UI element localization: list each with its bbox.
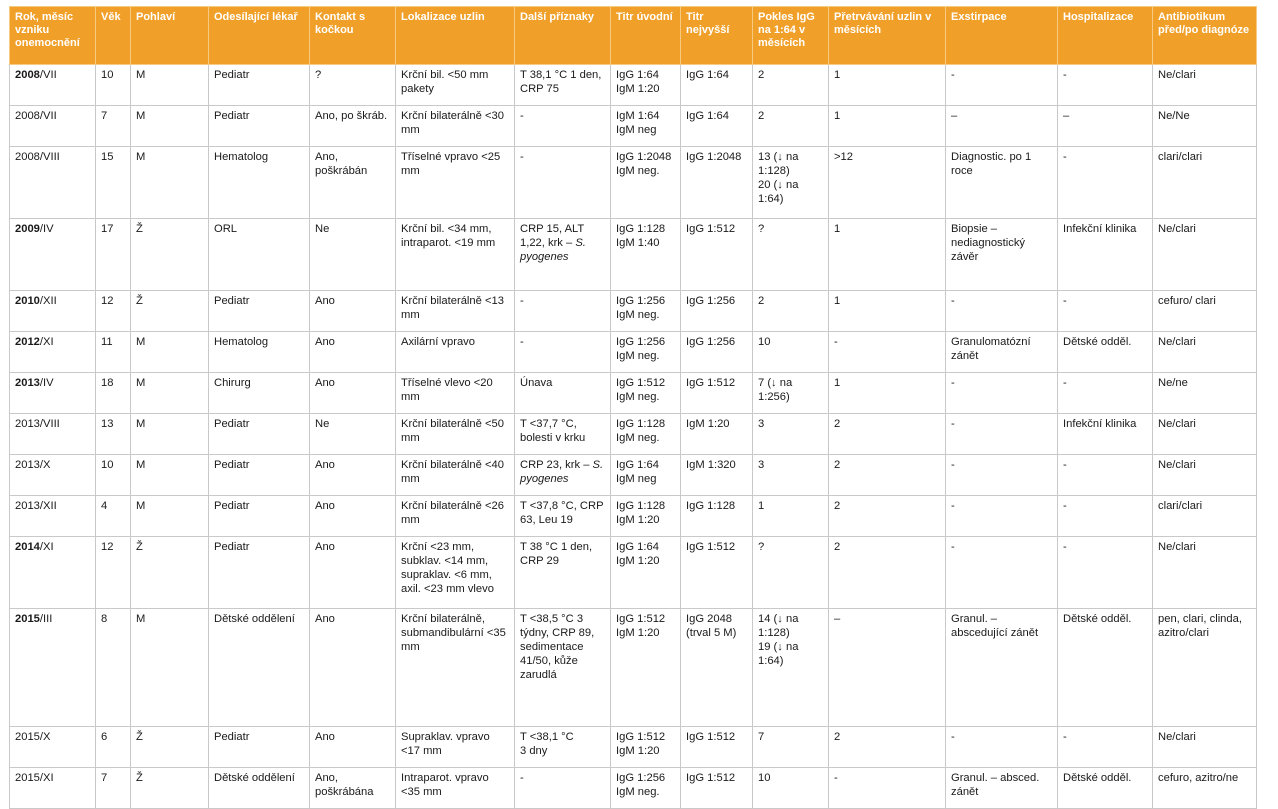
header-igg-drop: Pokles IgG na 1:64 v měsících <box>753 7 829 65</box>
symptoms-text: - <box>520 110 524 122</box>
cell-cat-contact: Ano, poškrábána <box>310 768 396 809</box>
cell-lymph-location: Krční bilaterálně <50 mm <box>396 414 515 455</box>
cell-symptoms <box>515 291 611 332</box>
cell-age: 8 <box>96 609 131 727</box>
cell-hospitalization: Infekční klinika <box>1058 219 1153 291</box>
table-row <box>10 291 1257 332</box>
cell-persistence: - <box>829 768 946 809</box>
cell-antibiotic: pen, clari, clinda, azitro/clari <box>1153 609 1257 727</box>
cell-doctor: ORL <box>209 219 310 291</box>
cell-hospitalization: - <box>1058 65 1153 106</box>
cell-igg-drop: ? <box>753 537 829 609</box>
cell-lymph-location: Tříselné vlevo <20 mm <box>396 373 515 414</box>
cell-month: /X <box>39 731 51 743</box>
cell-titer-max: IgG 1:2048 <box>681 147 753 219</box>
header-year: Rok, měsíc vzniku onemocnění <box>10 7 96 65</box>
symptoms-text: Únava <box>520 377 553 389</box>
table-row <box>10 455 1257 496</box>
cell-sex: M <box>131 609 209 727</box>
cell-year: 2013 <box>15 459 40 471</box>
cell-doctor: Dětské oddělení <box>209 768 310 809</box>
symptoms-text: - <box>520 295 524 307</box>
cell-igg-drop: 7 <box>753 727 829 768</box>
cell-igg-drop: 2 <box>753 291 829 332</box>
cell-age: 7 <box>96 768 131 809</box>
cell-cat-contact: Ano, poškrábán <box>310 147 396 219</box>
cell-year-month <box>10 727 96 768</box>
header-lymph-location: Lokalizace uzlin <box>396 7 515 65</box>
cell-titer-max: IgG 2048 (trval 5 M) <box>681 609 753 727</box>
symptoms-text: T <37,7 °C, bolesti v krku <box>520 418 586 444</box>
cell-exstirpation: Granulomatózní zánět <box>946 332 1058 373</box>
table-header-row <box>10 7 1257 65</box>
cell-month: /IV <box>39 377 54 389</box>
cell-doctor: Dětské oddělení <box>209 609 310 727</box>
symptoms-text: T <38,5 °C 3 týdny, CRP 89, sedimentace 41/50, kůže zarudlá <box>520 613 595 681</box>
cell-exstirpation: Granul. – absced. zánět <box>946 768 1058 809</box>
cell-age: 11 <box>96 332 131 373</box>
cell-lymph-location: Krční bilaterálně <13 mm <box>396 291 515 332</box>
cell-persistence: >12 <box>829 147 946 219</box>
symptoms-text: T <38,1 °C 3 dny <box>520 731 574 757</box>
cell-month: /XII <box>39 500 57 512</box>
cell-doctor: Pediatr <box>209 106 310 147</box>
cell-antibiotic: Ne/clari <box>1153 727 1257 768</box>
cell-titer-max: IgG 1:64 <box>681 65 753 106</box>
symptoms-text: T <37,8 °C, CRP 63, Leu 19 <box>520 500 604 526</box>
symptoms-text: T 38 °C 1 den, CRP 29 <box>520 541 593 567</box>
header-cat-contact: Kontakt s kočkou <box>310 7 396 65</box>
cell-titer-max: IgM 1:320 <box>681 455 753 496</box>
table-row <box>10 332 1257 373</box>
cell-age: 12 <box>96 291 131 332</box>
header-exstirpation: Exstirpace <box>946 7 1058 65</box>
cell-hospitalization: - <box>1058 727 1153 768</box>
header-doctor: Odesílající lékař <box>209 7 310 65</box>
cell-year-month <box>10 496 96 537</box>
cell-doctor: Pediatr <box>209 455 310 496</box>
cell-year-month <box>10 65 96 106</box>
cell-sex: Ž <box>131 727 209 768</box>
symptoms-organism: S. pyogenes <box>520 459 604 485</box>
cell-year: 2008 <box>15 110 40 122</box>
cell-year-month <box>10 768 96 809</box>
cell-igg-drop: 10 <box>753 332 829 373</box>
cell-hospitalization: - <box>1058 537 1153 609</box>
cell-month: /XI <box>39 336 54 348</box>
cell-age: 7 <box>96 106 131 147</box>
cell-lymph-location: Krční bilaterálně <30 mm <box>396 106 515 147</box>
cell-titer-max: IgG 1:512 <box>681 768 753 809</box>
cell-doctor: Hematolog <box>209 332 310 373</box>
cell-titer-initial: IgG 1:2048 IgM neg. <box>611 147 681 219</box>
header-age: Věk <box>96 7 131 65</box>
cell-titer-initial: IgG 1:128 IgM 1:40 <box>611 219 681 291</box>
cell-sex: M <box>131 414 209 455</box>
cell-symptoms <box>515 65 611 106</box>
symptoms-text: - <box>520 151 524 163</box>
symptoms-organism: S. pyogenes <box>520 237 586 263</box>
cell-titer-initial: IgG 1:64 IgM 1:20 <box>611 537 681 609</box>
cell-antibiotic: Ne/clari <box>1153 455 1257 496</box>
cell-persistence: 1 <box>829 65 946 106</box>
table-row <box>10 727 1257 768</box>
symptoms-text: T 38,1 °C 1 den, CRP 75 <box>520 69 602 95</box>
cell-doctor: Pediatr <box>209 727 310 768</box>
cell-sex: Ž <box>131 537 209 609</box>
cell-antibiotic: Ne/clari <box>1153 332 1257 373</box>
cell-year: 2013 <box>15 377 40 389</box>
cell-igg-drop: 14 (↓ na 1:128) 19 (↓ na 1:64) <box>753 609 829 727</box>
cell-symptoms <box>515 373 611 414</box>
cell-hospitalization: - <box>1058 291 1153 332</box>
cell-persistence: 2 <box>829 496 946 537</box>
cell-year-month <box>10 373 96 414</box>
table-row <box>10 65 1257 106</box>
cell-hospitalization: – <box>1058 106 1153 147</box>
cell-titer-initial: IgG 1:512 IgM 1:20 <box>611 609 681 727</box>
cell-exstirpation: - <box>946 373 1058 414</box>
cell-cat-contact: Ne <box>310 219 396 291</box>
cell-cat-contact: Ne <box>310 414 396 455</box>
cell-titer-initial: IgM 1:64 IgM neg <box>611 106 681 147</box>
cell-titer-max: IgG 1:512 <box>681 537 753 609</box>
cell-year-month <box>10 219 96 291</box>
cell-symptoms <box>515 147 611 219</box>
cell-year-month <box>10 291 96 332</box>
cell-symptoms <box>515 332 611 373</box>
data-table-container <box>9 6 1257 809</box>
cell-symptoms <box>515 768 611 809</box>
cell-antibiotic: clari/clari <box>1153 147 1257 219</box>
table-row <box>10 147 1257 219</box>
cell-month: /VII <box>39 110 57 122</box>
cell-year-month <box>10 414 96 455</box>
cell-titer-max: IgG 1:512 <box>681 373 753 414</box>
cell-doctor: Pediatr <box>209 65 310 106</box>
cell-doctor: Pediatr <box>209 496 310 537</box>
cell-year: 2013 <box>15 500 40 512</box>
cell-cat-contact: ? <box>310 65 396 106</box>
cell-age: 13 <box>96 414 131 455</box>
cell-exstirpation: – <box>946 106 1058 147</box>
cell-igg-drop: 1 <box>753 496 829 537</box>
cell-persistence: 2 <box>829 727 946 768</box>
cell-year: 2015 <box>15 772 40 784</box>
table-row <box>10 219 1257 291</box>
cell-month: /XI <box>39 772 54 784</box>
cell-exstirpation: Biopsie – nediagnostický závěr <box>946 219 1058 291</box>
cell-age: 10 <box>96 65 131 106</box>
cell-lymph-location: Krční bil. <50 mm pakety <box>396 65 515 106</box>
cell-igg-drop: 3 <box>753 455 829 496</box>
table-row <box>10 373 1257 414</box>
cell-month: /III <box>39 613 53 625</box>
cell-igg-drop: 7 (↓ na 1:256) <box>753 373 829 414</box>
cell-titer-initial: IgG 1:64 IgM neg <box>611 455 681 496</box>
cell-sex: M <box>131 496 209 537</box>
cell-antibiotic: Ne/Ne <box>1153 106 1257 147</box>
cell-cat-contact: Ano, po škráb. <box>310 106 396 147</box>
cell-lymph-location: Krční <23 mm, subklav. <14 mm, supraklav. <6 mm, axil. <23 mm vlevo <box>396 537 515 609</box>
header-sex: Pohlaví <box>131 7 209 65</box>
cell-symptoms <box>515 496 611 537</box>
cell-cat-contact: Ano <box>310 291 396 332</box>
cell-titer-initial: IgG 1:128 IgM neg. <box>611 414 681 455</box>
cell-hospitalization: Infekční klinika <box>1058 414 1153 455</box>
cell-sex: Ž <box>131 219 209 291</box>
cell-titer-max: IgG 1:256 <box>681 332 753 373</box>
cell-persistence: - <box>829 332 946 373</box>
cell-sex: Ž <box>131 291 209 332</box>
cell-antibiotic: Ne/clari <box>1153 414 1257 455</box>
cell-symptoms <box>515 455 611 496</box>
cell-year: 2008 <box>15 151 40 163</box>
cell-year-month <box>10 147 96 219</box>
table-row <box>10 609 1257 727</box>
table-row <box>10 414 1257 455</box>
header-titer-initial: Titr úvodní <box>611 7 681 65</box>
cell-persistence: 1 <box>829 373 946 414</box>
cell-symptoms <box>515 219 611 291</box>
cell-sex: M <box>131 455 209 496</box>
cell-antibiotic: Ne/clari <box>1153 65 1257 106</box>
cell-cat-contact: Ano <box>310 537 396 609</box>
table-row <box>10 537 1257 609</box>
cell-age: 17 <box>96 219 131 291</box>
cell-month: /XI <box>39 541 54 553</box>
cell-year: 2015 <box>15 613 40 625</box>
cell-titer-max: IgG 1:128 <box>681 496 753 537</box>
cell-lymph-location: Tříselné vpravo <25 mm <box>396 147 515 219</box>
cell-titer-initial: IgG 1:256 IgM neg. <box>611 291 681 332</box>
table-row <box>10 496 1257 537</box>
cell-igg-drop: 3 <box>753 414 829 455</box>
cell-titer-initial: IgG 1:128 IgM 1:20 <box>611 496 681 537</box>
cell-igg-drop: 2 <box>753 106 829 147</box>
cell-doctor: Chirurg <box>209 373 310 414</box>
cell-sex: M <box>131 373 209 414</box>
cell-year: 2008 <box>15 69 40 81</box>
cell-year-month <box>10 537 96 609</box>
header-antibiotic: Antibiotikum před/po diagnóze <box>1153 7 1257 65</box>
cell-month: /VII <box>39 69 57 81</box>
cell-titer-max: IgG 1:256 <box>681 291 753 332</box>
cell-persistence: 2 <box>829 537 946 609</box>
cell-lymph-location: Supraklav. vpravo <17 mm <box>396 727 515 768</box>
cell-hospitalization: Dětské odděl. <box>1058 609 1153 727</box>
header-persistence: Přetrvávání uzlin v měsících <box>829 7 946 65</box>
cell-cat-contact: Ano <box>310 332 396 373</box>
cell-doctor: Pediatr <box>209 414 310 455</box>
cell-year: 2010 <box>15 295 40 307</box>
cell-persistence: 1 <box>829 219 946 291</box>
cell-year-month <box>10 332 96 373</box>
symptoms-text: CRP 23, krk – <box>520 459 593 471</box>
cell-titer-initial: IgG 1:512 IgM 1:20 <box>611 727 681 768</box>
cell-titer-initial: IgG 1:256 IgM neg. <box>611 332 681 373</box>
cell-year: 2012 <box>15 336 40 348</box>
cell-age: 4 <box>96 496 131 537</box>
cell-persistence: 1 <box>829 106 946 147</box>
cell-sex: M <box>131 65 209 106</box>
cell-titer-max: IgG 1:64 <box>681 106 753 147</box>
cell-persistence: 2 <box>829 414 946 455</box>
cell-cat-contact: Ano <box>310 373 396 414</box>
cell-age: 18 <box>96 373 131 414</box>
cell-age: 10 <box>96 455 131 496</box>
cell-age: 6 <box>96 727 131 768</box>
cell-cat-contact: Ano <box>310 609 396 727</box>
cell-sex: Ž <box>131 768 209 809</box>
cell-hospitalization: Dětské odděl. <box>1058 768 1153 809</box>
cell-exstirpation: - <box>946 65 1058 106</box>
cell-igg-drop: ? <box>753 219 829 291</box>
cell-titer-initial: IgG 1:512 IgM neg. <box>611 373 681 414</box>
table-row <box>10 106 1257 147</box>
cell-antibiotic: Ne/clari <box>1153 537 1257 609</box>
cell-symptoms <box>515 727 611 768</box>
patients-table <box>9 6 1257 809</box>
cell-symptoms <box>515 609 611 727</box>
cell-persistence: 2 <box>829 455 946 496</box>
cell-igg-drop: 10 <box>753 768 829 809</box>
cell-persistence: – <box>829 609 946 727</box>
cell-igg-drop: 2 <box>753 65 829 106</box>
cell-age: 15 <box>96 147 131 219</box>
table-body <box>10 65 1257 809</box>
cell-year: 2013 <box>15 418 40 430</box>
cell-sex: M <box>131 106 209 147</box>
cell-cat-contact: Ano <box>310 496 396 537</box>
cell-cat-contact: Ano <box>310 455 396 496</box>
header-titer-max: Titr nejvyšší <box>681 7 753 65</box>
cell-month: /IV <box>39 223 54 235</box>
cell-exstirpation: - <box>946 727 1058 768</box>
cell-antibiotic: cefuro, azitro/ne <box>1153 768 1257 809</box>
cell-sex: M <box>131 147 209 219</box>
cell-exstirpation: - <box>946 414 1058 455</box>
cell-exstirpation: - <box>946 496 1058 537</box>
header-symptoms: Další příznaky <box>515 7 611 65</box>
cell-titer-initial: IgG 1:64 IgM 1:20 <box>611 65 681 106</box>
cell-antibiotic: Ne/ne <box>1153 373 1257 414</box>
cell-exstirpation: - <box>946 537 1058 609</box>
cell-year: 2014 <box>15 541 40 553</box>
cell-hospitalization: - <box>1058 373 1153 414</box>
cell-hospitalization: Dětské odděl. <box>1058 332 1153 373</box>
cell-symptoms <box>515 537 611 609</box>
cell-exstirpation: Diagnostic. po 1 roce <box>946 147 1058 219</box>
cell-exstirpation: Granul. – abscedující zánět <box>946 609 1058 727</box>
cell-year: 2009 <box>15 223 40 235</box>
cell-month: /X <box>39 459 51 471</box>
cell-titer-max: IgM 1:20 <box>681 414 753 455</box>
cell-year-month <box>10 455 96 496</box>
cell-month: /VIII <box>39 151 60 163</box>
symptoms-text: - <box>520 336 524 348</box>
cell-lymph-location: Krční bilaterálně, submandibulární <35 mm <box>396 609 515 727</box>
cell-doctor: Hematolog <box>209 147 310 219</box>
cell-lymph-location: Krční bil. <34 mm, intraparot. <19 mm <box>396 219 515 291</box>
cell-cat-contact: Ano <box>310 727 396 768</box>
symptoms-text: - <box>520 772 524 784</box>
cell-month: /XII <box>39 295 57 307</box>
symptoms-text: CRP 15, ALT 1,22, krk – <box>520 223 585 249</box>
cell-exstirpation: - <box>946 455 1058 496</box>
cell-symptoms <box>515 106 611 147</box>
cell-antibiotic: clari/clari <box>1153 496 1257 537</box>
cell-hospitalization: - <box>1058 455 1153 496</box>
cell-sex: M <box>131 332 209 373</box>
cell-age: 12 <box>96 537 131 609</box>
cell-igg-drop: 13 (↓ na 1:128) 20 (↓ na 1:64) <box>753 147 829 219</box>
cell-lymph-location: Axilární vpravo <box>396 332 515 373</box>
cell-doctor: Pediatr <box>209 537 310 609</box>
cell-lymph-location: Krční bilaterálně <26 mm <box>396 496 515 537</box>
cell-year-month <box>10 106 96 147</box>
cell-antibiotic: Ne/clari <box>1153 219 1257 291</box>
cell-titer-max: IgG 1:512 <box>681 727 753 768</box>
cell-hospitalization: - <box>1058 496 1153 537</box>
cell-year-month <box>10 609 96 727</box>
cell-exstirpation: - <box>946 291 1058 332</box>
cell-antibiotic: cefuro/ clari <box>1153 291 1257 332</box>
cell-lymph-location: Intraparot. vpravo <35 mm <box>396 768 515 809</box>
cell-lymph-location: Krční bilaterálně <40 mm <box>396 455 515 496</box>
cell-symptoms <box>515 414 611 455</box>
cell-month: /VIII <box>39 418 60 430</box>
cell-year: 2015 <box>15 731 40 743</box>
cell-titer-initial: IgG 1:256 IgM neg. <box>611 768 681 809</box>
cell-hospitalization: - <box>1058 147 1153 219</box>
header-hospitalization: Hospitalizace <box>1058 7 1153 65</box>
table-row <box>10 768 1257 809</box>
cell-persistence: 1 <box>829 291 946 332</box>
cell-titer-max: IgG 1:512 <box>681 219 753 291</box>
cell-doctor: Pediatr <box>209 291 310 332</box>
